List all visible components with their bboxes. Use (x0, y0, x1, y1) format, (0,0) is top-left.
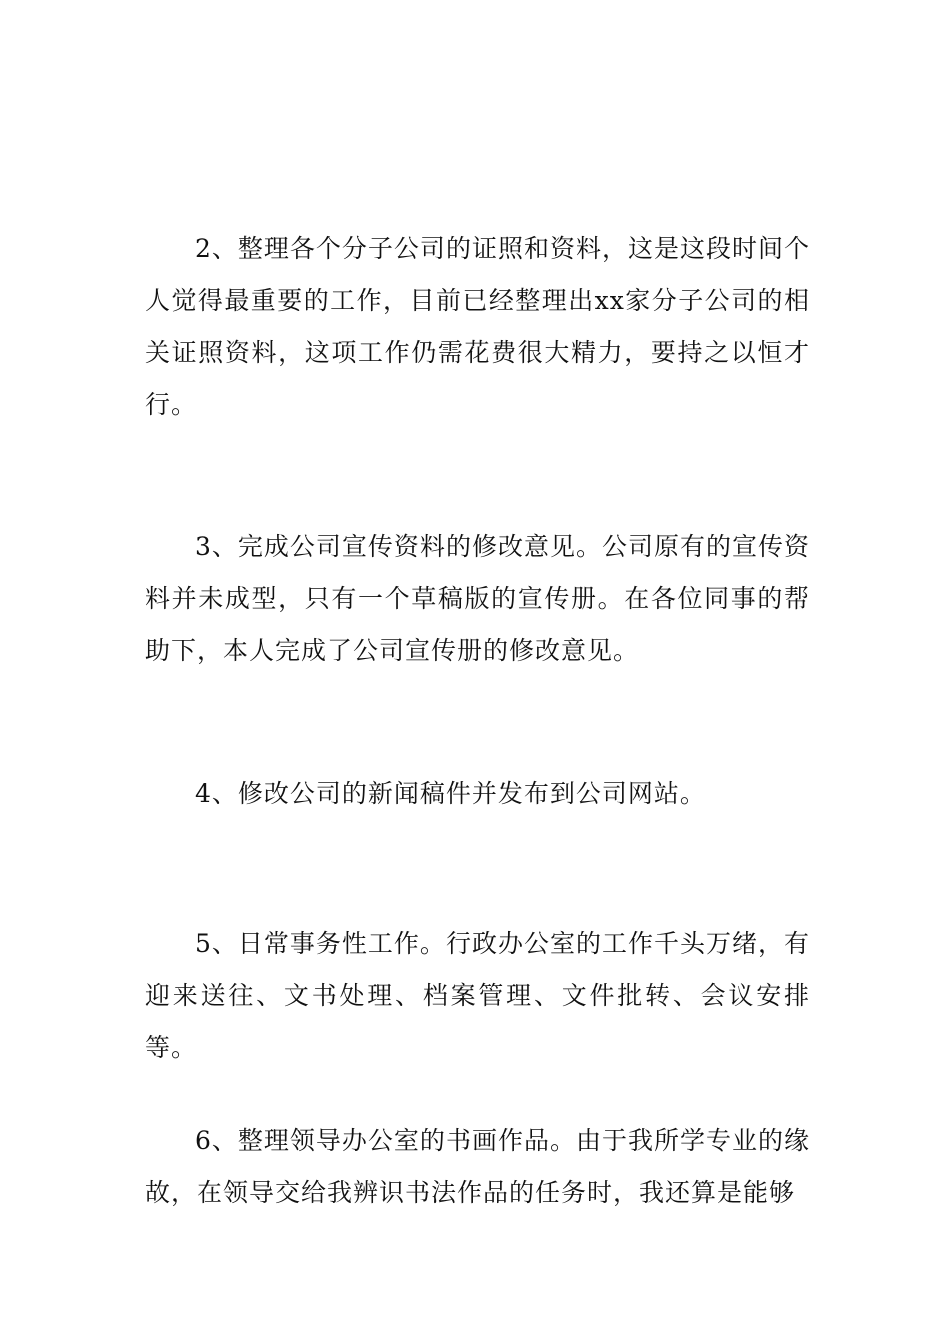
paragraph-item-3: 3、完成公司宣传资料的修改意见。公司原有的宣传资料并未成型，只有一个草稿版的宣传册。在各位同事的帮助下，本人完成了公司宣传册的修改意见。 (145, 532, 810, 665)
paragraph-item-2: 2、整理各个分子公司的证照和资料，这是这段时间个人觉得最重要的工作，目前已经整理出xx家分子公司的相关证照资料，这项工作仍需花费很大精力，要持之以恒才行。 (145, 234, 810, 419)
paragraph-item-6: 6、整理领导办公室的书画作品。由于我所学专业的缘故，在领导交给我辨识书法作品的任务时，我还算是能够 (145, 1126, 810, 1207)
paragraph-item-5: 5、日常事务性工作。行政办公室的工作千头万绪，有迎来送往、文书处理、档案管理、文件批转、会议安排等。 (145, 929, 810, 1062)
paragraph-item-4: 4、修改公司的新闻稿件并发布到公司网站。 (195, 779, 706, 808)
